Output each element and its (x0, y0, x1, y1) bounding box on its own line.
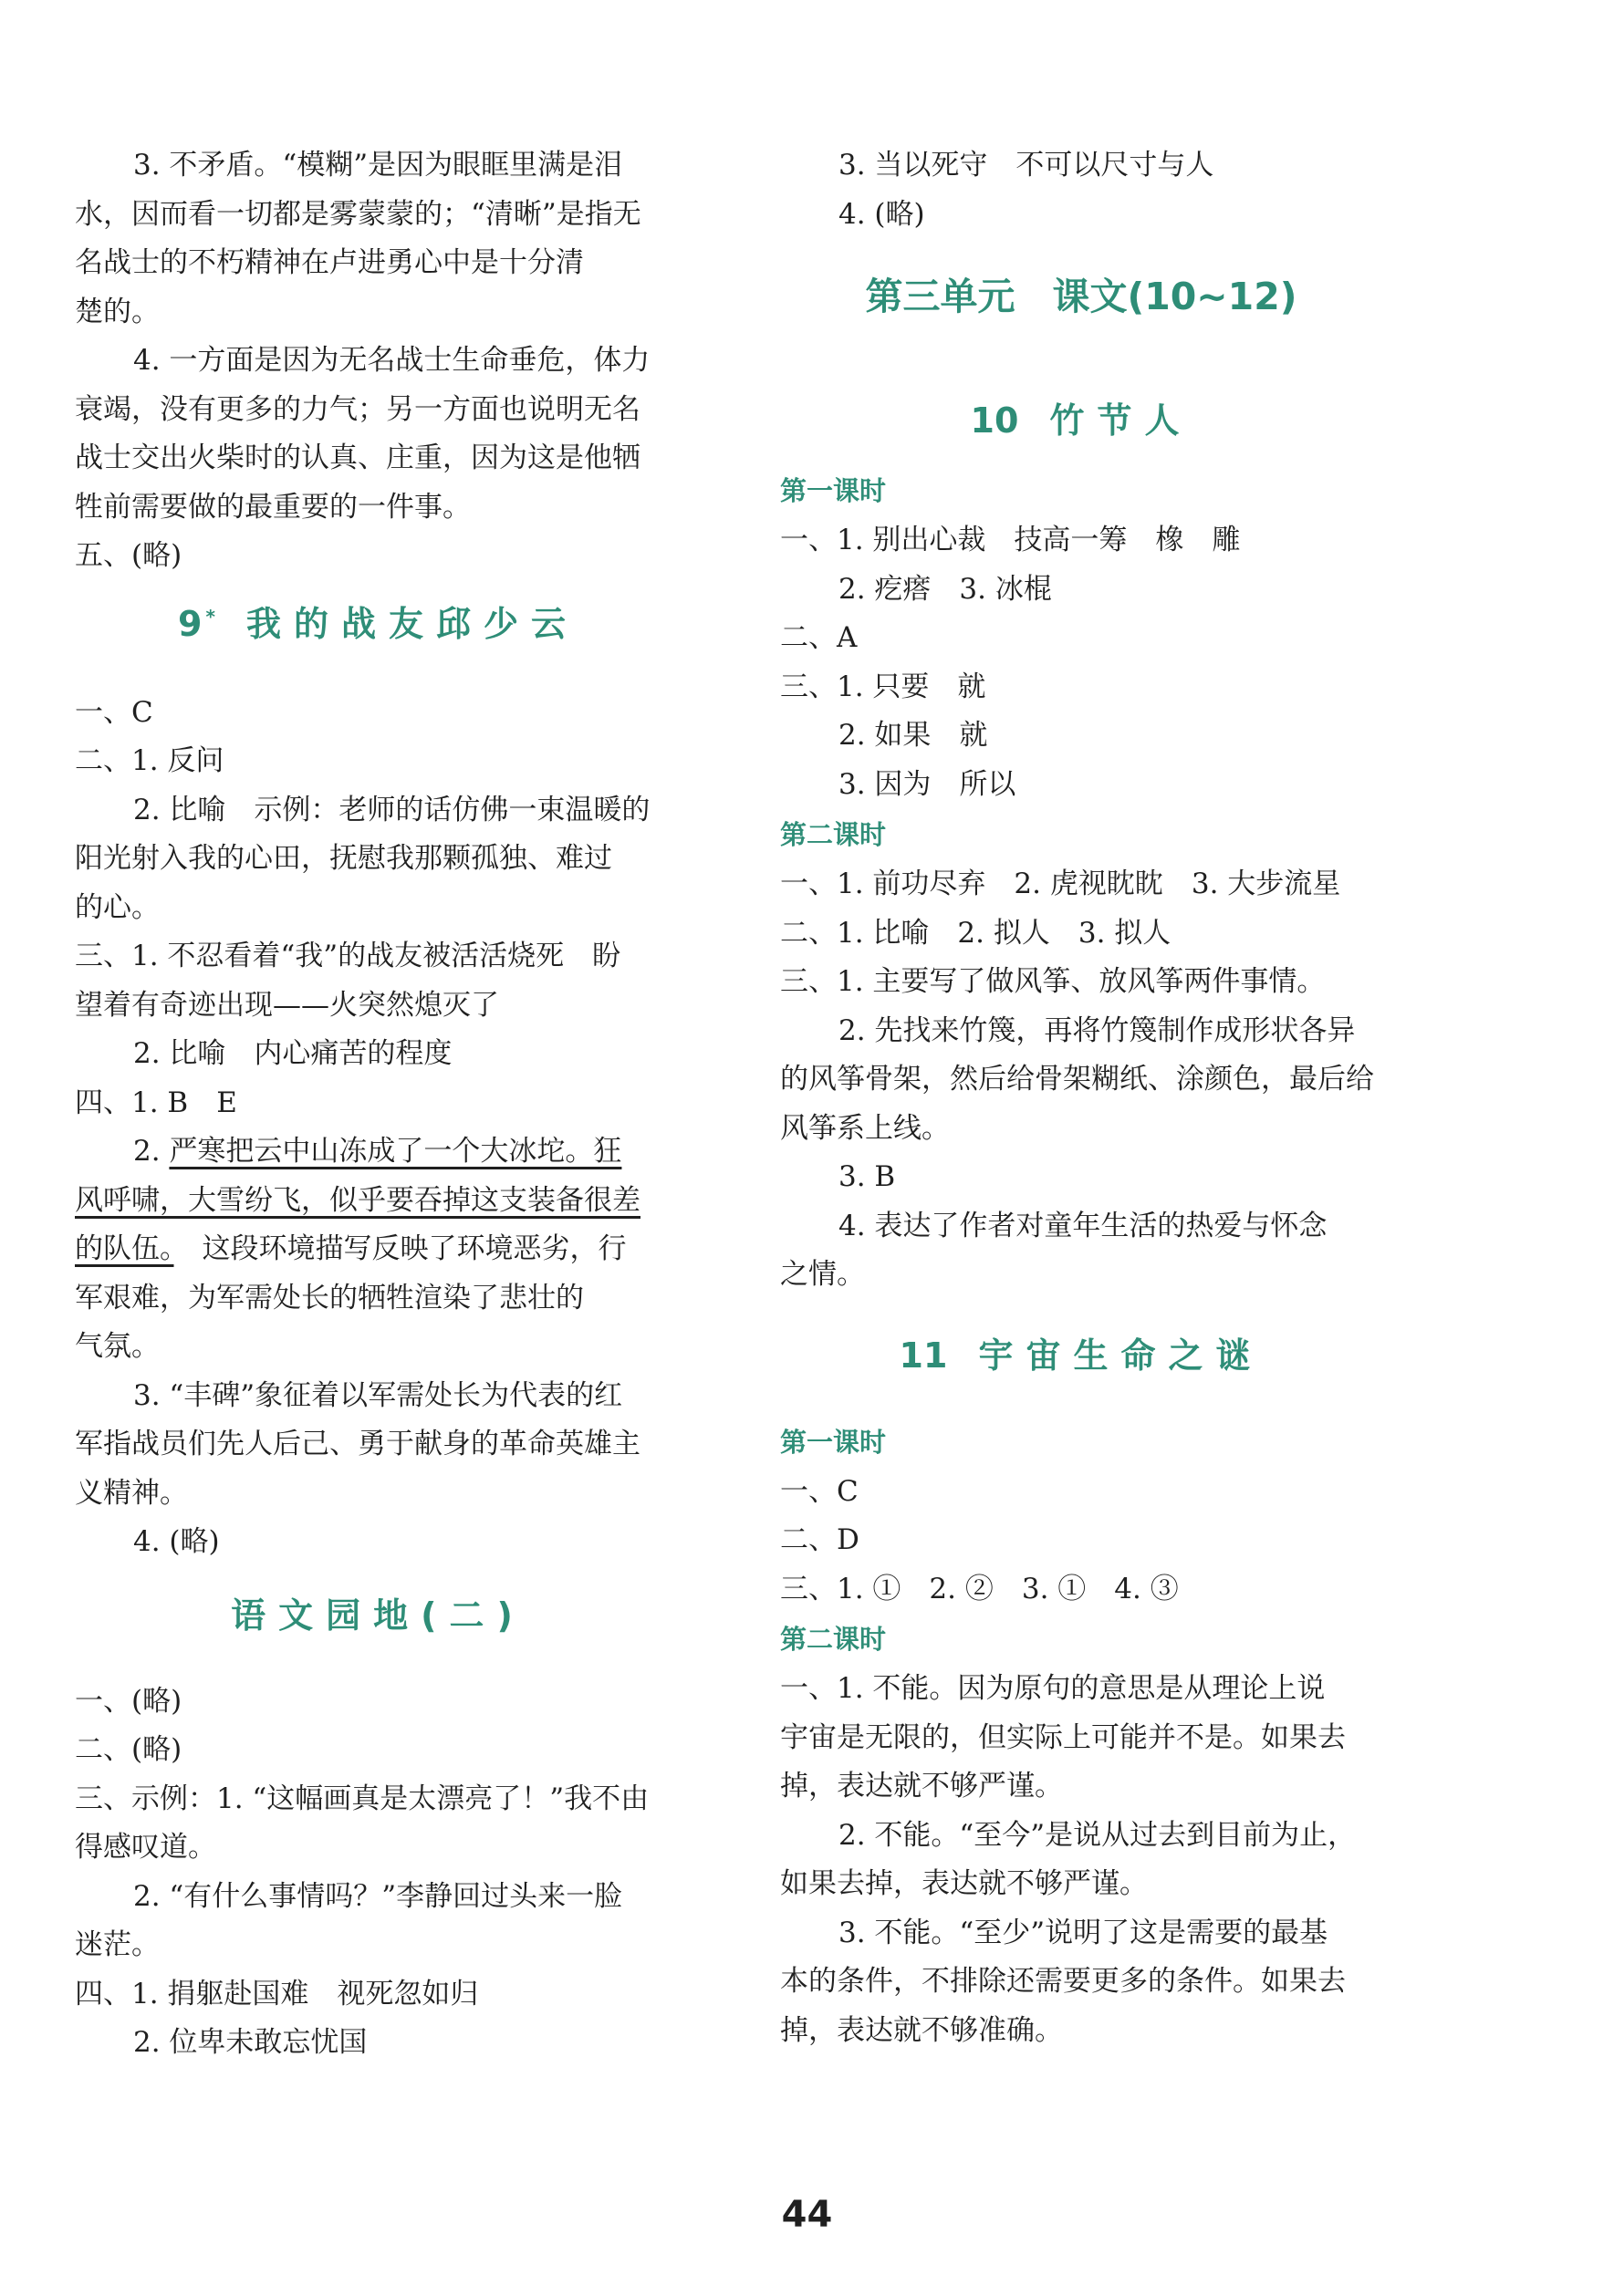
text-line: 宇宙是无限的，但实际上可能并不是。如果去 (780, 1720, 1346, 1754)
text-line: 如果去掉，表达就不够严谨。 (780, 1867, 1148, 1900)
text-line: 义精神。 (75, 1476, 188, 1510)
underlined-passage: 的队伍。 (75, 1232, 174, 1265)
text-line: 2. 如果 就 (838, 719, 988, 752)
unit-heading: 第三单元 课文(10~12) (865, 275, 1297, 318)
text-line: 的风筝骨架，然后给骨架糊纸、涂颜色，最后给 (780, 1063, 1374, 1096)
text-line: 4. (略) (133, 1525, 220, 1558)
lesson-period-label: 第一课时 (780, 1426, 887, 1458)
lesson-title: 竹节人 (1049, 400, 1192, 441)
text-line (75, 1177, 682, 1226)
text-line: 四、1. B E (75, 1086, 237, 1119)
text-line: 掉，表达就不够准确。 (780, 2013, 1063, 2047)
text-line: 一、1. 前功尽弃 2. 虎视眈眈 3. 大步流星 (780, 867, 1341, 900)
text-line: 阳光射入我的心田，抚慰我那颗孤独、难过 (75, 842, 612, 875)
text-line: 2. 位卑未敢忘忧国 (133, 2026, 368, 2059)
text-line: 2. 不能。“至今”是说从过去到目前为止， (838, 1818, 1357, 1852)
text-line: 一、1. 不能。因为原句的意思是从理论上说 (780, 1672, 1326, 1705)
text-line: 2. 比喻 内心痛苦的程度 (133, 1037, 453, 1070)
text-line: 牲前需要做的最重要的一件事。 (75, 490, 471, 524)
lesson-period-label: 第二课时 (780, 819, 887, 850)
right-column (780, 141, 1382, 2055)
lesson-number: 11 (899, 1335, 948, 1376)
text-line: 之情。 (780, 1258, 865, 1291)
unit-heading-wrap (780, 239, 1382, 374)
text-line: 水，因而看一切都是雾蒙蒙的；“清晰”是指无 (75, 197, 641, 231)
left-column (75, 141, 682, 2068)
text-line: 衰竭，没有更多的力气；另一方面也说明无名 (75, 392, 640, 426)
lesson-9-heading-wrap (75, 581, 682, 666)
text-line: 本的条件，不排除还需要更多的条件。如果去 (780, 1965, 1346, 1998)
text-line: 2. 比喻 示例：老师的话仿佛一束温暖的 (133, 793, 651, 826)
text-line: 二、(略) (75, 1733, 182, 1766)
text-line: 望着有奇迹出现——火突然熄灭了 (75, 988, 499, 1022)
text-line: 五、(略) (75, 539, 182, 572)
text-line: 4. 一方面是因为无名战士生命垂危，体力 (133, 344, 651, 377)
underlined-passage: 风呼啸，大雪纷飞，似乎要吞掉这支装备很差 (75, 1183, 640, 1217)
text-line: 一、C (780, 1474, 859, 1508)
text-line: 3. B (838, 1160, 896, 1193)
text-line: 名战士的不朽精神在卢进勇心中是十分清 (75, 246, 584, 279)
text-line: 得感叹道。 (75, 1831, 216, 1864)
lesson-title: 我的战友邱少云 (245, 603, 578, 644)
text-line: 二、1. 比喻 2. 拟人 3. 拟人 (780, 916, 1171, 950)
text-line: 二、A (780, 621, 858, 654)
lesson-10-heading-wrap (780, 374, 1382, 465)
section-heading: 语文园地(二) (231, 1595, 526, 1636)
text-line: 四、1. 捐躯赴国难 视死忽如归 (75, 1977, 479, 2010)
lesson-heading (75, 596, 682, 646)
page-number: 44 (781, 2194, 833, 2236)
text-line: 4. (略) (838, 197, 925, 231)
text-line: 3. 不矛盾。“模糊”是因为眼眶里满是泪 (133, 149, 623, 182)
text-line: 3. “丰碑”象征着以军需处长为代表的红 (133, 1378, 623, 1412)
text-line: 的队伍。 这段环境描写反映了环境恶劣，行 (75, 1232, 627, 1265)
text-line: 3. 不能。“至少”说明了这是需要的最基 (838, 1916, 1328, 1949)
lesson-11-heading-wrap (780, 1300, 1382, 1417)
underlined-passage: 严寒把云中山冻成了一个大冰坨。狂 (169, 1135, 622, 1168)
text-line: 三、1. ① 2. ② 3. ① 4. ③ (780, 1572, 1179, 1605)
text-line: 的心。 (75, 890, 160, 924)
lesson-title: 宇宙生命之谜 (978, 1335, 1264, 1376)
lesson-period-label: 第一课时 (780, 475, 887, 506)
text-line: 掉，表达就不够严谨。 (780, 1770, 1063, 1803)
text-line: 一、(略) (75, 1684, 182, 1718)
text-line: 2. 疙瘩 3. 冰棍 (838, 572, 1052, 606)
text-line: 军艰难，为军需处长的牺牲渲染了悲壮的 (75, 1281, 584, 1314)
lesson-number: 9 * (178, 603, 215, 644)
text-line: 2. 先找来竹篾，再将竹篾制作成形状各异 (838, 1013, 1356, 1047)
text-line: 楚的。 (75, 295, 160, 328)
text-line: 三、1. 主要写了做风筝、放风筝两件事情。 (780, 965, 1326, 998)
text-line: 一、1. 别出心裁 技高一筹 橡 雕 (780, 524, 1241, 556)
lesson-heading (780, 1327, 1382, 1377)
text-line: 气氛。 (75, 1330, 160, 1363)
lesson-heading (780, 392, 1382, 442)
text-line: 风筝系上线。 (780, 1111, 950, 1145)
text-line: 三、1. 只要 就 (780, 670, 986, 703)
garden-heading-wrap (75, 1567, 682, 1657)
text-line: 2. 严寒把云中山冻成了一个大冰坨。狂 (133, 1135, 622, 1168)
text-line: 2. “有什么事情吗？”李静回过头来一脸 (133, 1879, 623, 1913)
optional-mark: * (205, 605, 215, 628)
text-line: 4. 表达了作者对童年生活的热爱与怀念 (838, 1209, 1328, 1242)
text-line: 3. 当以死守 不可以尺寸与人 (838, 149, 1214, 182)
text-line: 三、1. 不忍看着“我”的战友被活活烧死 盼 (75, 940, 621, 972)
text-line: 二、D (780, 1523, 859, 1556)
text-line: 二、1. 反问 (75, 744, 224, 777)
lesson-number: 10 (970, 400, 1019, 441)
text-line: 迷茫。 (75, 1928, 160, 1961)
text-line: 战士交出火柴时的认真、庄重，因为这是他牺 (75, 442, 640, 474)
text-line: 3. 因为 所以 (838, 767, 1016, 801)
text-line: 三、示例：1. “这幅画真是太漂亮了！”我不由 (75, 1782, 650, 1815)
text-line: 军指战员们先人后己、勇于献身的革命英雄主 (75, 1428, 640, 1460)
lesson-period-label: 第二课时 (780, 1624, 887, 1655)
text-line: 一、C (75, 695, 153, 729)
